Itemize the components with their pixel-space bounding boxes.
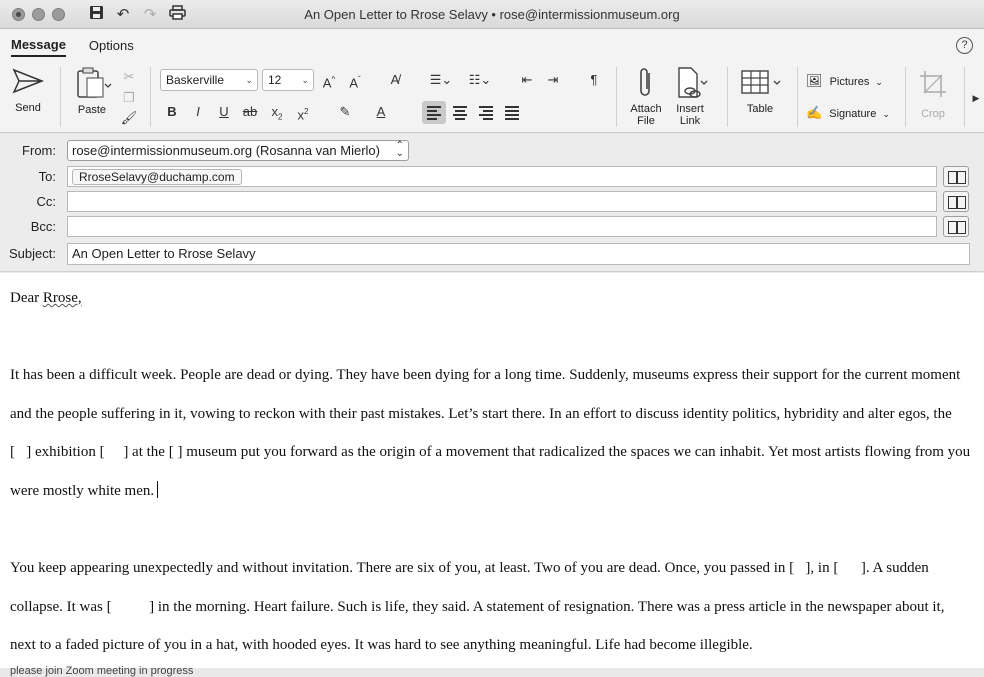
justify-button[interactable] xyxy=(500,101,524,124)
redo-icon[interactable]: ↷ xyxy=(143,6,157,23)
table-label: Table xyxy=(746,103,774,115)
align-center-button[interactable] xyxy=(448,101,472,124)
stepper-arrows-icon: ⌃ ⌄ xyxy=(395,140,404,159)
minimize-window-button[interactable] xyxy=(32,8,45,21)
underline-button[interactable]: U xyxy=(219,104,229,119)
send-label: Send xyxy=(15,102,41,114)
increase-indent-icon[interactable]: ⇥ xyxy=(547,72,559,87)
cc-field[interactable] xyxy=(67,191,937,212)
paste-label: Paste xyxy=(77,104,107,116)
italic-button[interactable]: I xyxy=(196,104,200,119)
send-icon xyxy=(11,67,45,95)
address-book-icon[interactable] xyxy=(943,216,969,237)
crop-icon xyxy=(918,69,948,99)
to-field[interactable] xyxy=(67,166,937,187)
close-window-button[interactable] xyxy=(12,8,25,21)
ribbon-tabs xyxy=(0,29,984,61)
quick-access-toolbar xyxy=(87,5,186,24)
bullets-icon[interactable]: ☰⌄ xyxy=(429,72,453,87)
paperclip-icon xyxy=(637,67,655,99)
format-painter-icon[interactable]: 🖌 xyxy=(120,110,138,125)
message-header xyxy=(0,134,984,272)
send-button[interactable] xyxy=(8,67,48,114)
print-icon[interactable] xyxy=(168,5,186,24)
align-right-button[interactable] xyxy=(474,101,498,124)
paste-button[interactable] xyxy=(71,66,113,116)
undo-icon[interactable]: ↶ xyxy=(116,6,130,23)
from-value: rose@intermissionmuseum.org (Rosanna van Mierlo) xyxy=(72,143,380,158)
attach-file-button[interactable] xyxy=(624,67,668,127)
greeting-name: Rrose, xyxy=(42,290,82,306)
font-size-select[interactable] xyxy=(262,69,314,91)
clipboard-icon xyxy=(74,66,110,100)
divider xyxy=(964,67,965,127)
divider xyxy=(905,67,906,127)
align-left-button[interactable] xyxy=(422,101,446,124)
subject-field[interactable] xyxy=(67,243,970,265)
address-book-icon[interactable] xyxy=(943,191,969,212)
to-label: To: xyxy=(38,169,56,184)
copy-icon[interactable]: ❐ xyxy=(123,90,135,105)
insert-link-label: Insert Link xyxy=(676,103,704,127)
bcc-field[interactable] xyxy=(67,216,937,237)
signature-button[interactable] xyxy=(806,105,898,121)
text-cursor xyxy=(157,481,158,498)
ribbon-overflow-arrow-icon[interactable]: ▶ xyxy=(972,93,980,103)
help-icon[interactable]: ? xyxy=(956,37,973,54)
window-controls xyxy=(12,8,65,21)
grow-font-icon[interactable]: A^ xyxy=(322,75,336,91)
table-button[interactable] xyxy=(736,67,784,115)
table-icon xyxy=(738,67,782,99)
paragraph-marks-icon[interactable]: ¶ xyxy=(590,72,598,87)
pictures-button[interactable] xyxy=(806,73,894,89)
window-title: An Open Letter to Rrose Selavy • rose@intermissionmuseum.org xyxy=(304,6,680,22)
decrease-indent-icon[interactable]: ⇤ xyxy=(521,72,533,87)
greeting-prefix: Dear xyxy=(10,290,43,306)
paragraph-1 xyxy=(10,356,972,510)
font-family-value: Baskerville xyxy=(166,73,225,87)
from-select[interactable] xyxy=(67,140,409,161)
paragraph-1-text: It has been a difficult week. People are dead or dying. They have been dying for a long time. Suddenly, museums express their support for the current moment and the people suffering in it, vowing to reckon with their past mistakes. Let’s start there. In an effort to discuss identity politics, hybridity and alter egos, the [ ] exhibition [ ] at the [ ] museum put you forward as the origin of a movement that radicalized the spaces we can inhabit. Yet most artists flowing from you were mostly white men. xyxy=(10,367,971,499)
save-icon[interactable] xyxy=(87,5,105,24)
bold-button[interactable]: B xyxy=(167,104,177,119)
insert-link-button[interactable] xyxy=(668,67,712,127)
shrink-font-icon[interactable]: $A^ˇ$ xyxy=(349,75,361,91)
zoom-window-button[interactable] xyxy=(52,8,65,21)
message-body-editor[interactable] xyxy=(0,273,984,677)
superscript-button[interactable]: $x^2$ xyxy=(297,107,309,123)
chevron-down-icon: ⌄ xyxy=(882,109,890,119)
subject-label: Subject: xyxy=(9,246,56,261)
chevron-down-icon: ⌄ xyxy=(245,75,253,85)
divider xyxy=(60,67,61,127)
signature-icon: ✍ xyxy=(806,105,823,120)
divider xyxy=(616,67,617,127)
strikethrough-button[interactable]: ab xyxy=(242,104,258,119)
from-label: From: xyxy=(22,143,56,158)
tab-message[interactable]: Message xyxy=(11,33,66,57)
paragraph-2: You keep appearing unexpectedly and without invitation. There are six of you, at least. Two of you are dead. Once, you passed in [ ], in [ ]. A sudden collapse. It was [ ] in the morning. Heart failure. Such is life, they said. A statement of resignation. There was a press article in the newspaper about it, next to a faded picture of you in a hat, with hooded eyes. It was hard to see anything meaningful. Life had become illegible. xyxy=(10,560,945,654)
address-book-icon[interactable] xyxy=(943,166,969,187)
bcc-label: Bcc: xyxy=(30,219,56,234)
picture-icon: 🖼 xyxy=(806,73,823,88)
recipient-chip[interactable]: RroseSelavy@duchamp.com xyxy=(72,169,242,185)
divider xyxy=(797,67,798,127)
attach-file-label: Attach File xyxy=(630,103,662,127)
pictures-label: Pictures xyxy=(829,76,870,88)
font-size-value: 12 xyxy=(268,73,282,87)
crop-button[interactable] xyxy=(914,69,952,120)
zoom-notification[interactable]: please join Zoom meeting in progress xyxy=(10,665,194,677)
signature-label: Signature xyxy=(829,108,877,120)
cc-label: Cc: xyxy=(36,194,56,209)
chevron-down-icon: ⌄ xyxy=(875,77,883,87)
highlight-icon[interactable]: ✎ xyxy=(339,104,351,119)
chevron-down-icon: ⌄ xyxy=(301,75,309,85)
crop-label: Crop xyxy=(921,108,945,120)
divider xyxy=(150,67,151,127)
clear-formatting-icon[interactable]: A̸ xyxy=(390,72,400,87)
cut-icon[interactable]: ✂ xyxy=(123,69,135,84)
numbering-icon[interactable]: ☷⌄ xyxy=(468,72,492,87)
font-family-select[interactable] xyxy=(160,69,258,91)
subscript-button[interactable]: $x_2$ xyxy=(271,104,283,122)
divider xyxy=(727,67,728,127)
title-bar xyxy=(0,0,984,29)
greeting-line xyxy=(10,279,972,318)
subject-value: An Open Letter to Rrose Selavy xyxy=(72,246,256,261)
link-icon xyxy=(673,67,707,99)
tab-options[interactable]: Options xyxy=(88,38,134,53)
ribbon-toolbar xyxy=(0,61,984,133)
font-color-icon[interactable]: A xyxy=(376,104,386,119)
